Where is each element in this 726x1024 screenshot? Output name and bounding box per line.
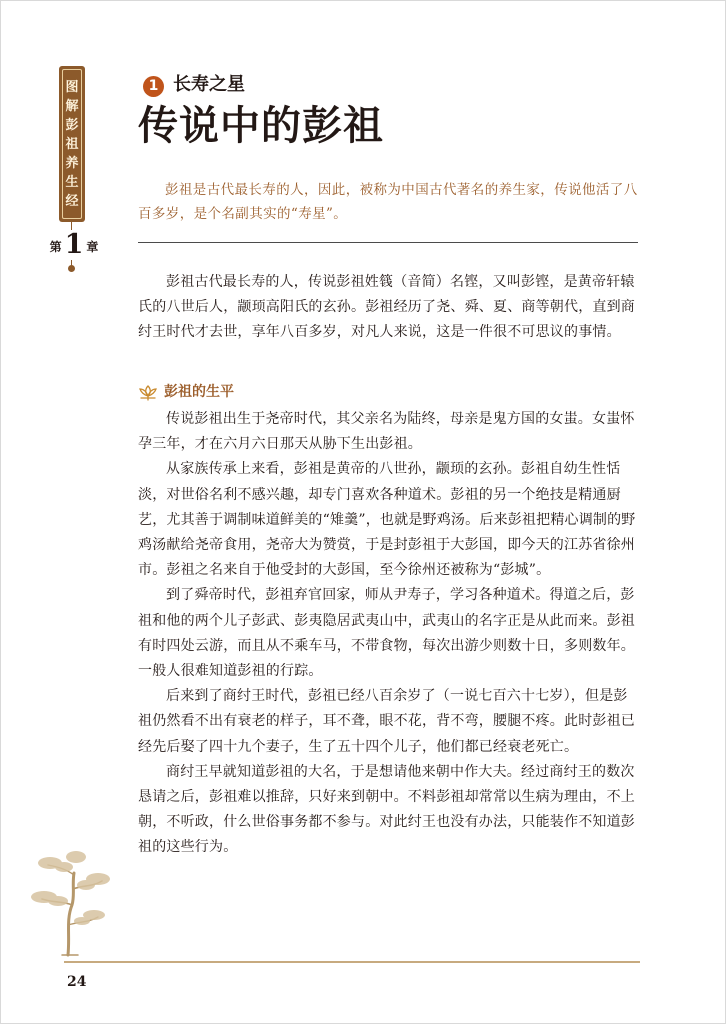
sidebar-dot xyxy=(68,265,75,272)
book-title-char: 养 xyxy=(65,155,79,171)
section-title: 彭祖的生平 xyxy=(164,384,234,400)
book-title-tab-inner xyxy=(62,69,82,219)
chapter-prefix: 第 xyxy=(49,240,62,254)
body-paragraph: 商纣王早就知道彭祖的大名，于是想请他来朝中作大夫。经过商纣王的数次恳请之后，彭祖难以推辞，只好来到朝中。不料彭祖却常常以生病为理由，不上朝，不听政，什么世俗事务都不参与。对此纣王也没有办法，只能装作不知道彭祖的这些行为。 xyxy=(138,763,635,856)
pine-tree-illustration xyxy=(28,845,110,961)
page-number: 24 xyxy=(67,974,87,990)
page-kicker: 长寿之星 xyxy=(173,74,245,95)
body-paragraph: 从家族传承上来看，彭祖是黄帝的八世孙，颛顼的玄孙。彭祖自幼生性恬淡，对世俗名利不感兴趣，却专门喜欢各种道术。彭祖的另一个绝技是精通厨艺，尤其善于调制味道鲜美的“雉羹”，也就是野鸡汤。后来彭祖把精心调制的野鸡汤献给尧帝食用，尧帝大为赞赏，于是封彭祖于大彭国，即今天的江苏省徐州市。彭祖之名来自于他受封的大彭国，至今徐州还被称为“彭城”。 xyxy=(138,461,636,579)
section-number-badge: 1 xyxy=(143,76,164,97)
body-paragraph: 到了舜帝时代，彭祖弃官回家，师从尹寿子，学习各种道术。得道之后，彭祖和他的两个儿子彭武、彭夷隐居武夷山中，武夷山的名字正是从此而来。彭祖有时四处云游，而且从不乘车马，不带食物，每次出游少则数十日，多则数年。一般人很难知道彭祖的行踪。 xyxy=(138,587,635,680)
book-title-char: 解 xyxy=(65,98,79,114)
book-title-char: 生 xyxy=(65,174,79,190)
book-title-char: 经 xyxy=(65,193,79,209)
intro-text xyxy=(138,270,638,346)
body-paragraph: 传说彭祖出生于尧帝时代，其父亲名为陆终，母亲是鬼方国的女蚩。女蚩怀孕三年，才在六月六日那天从胁下生出彭祖。 xyxy=(138,411,635,453)
book-title-tab xyxy=(59,66,85,222)
chapter-number: 1 xyxy=(64,229,84,260)
lead-divider xyxy=(138,242,638,243)
lead-summary: 彭祖是古代最长寿的人，因此，被称为中国古代著名的养生家，传说他活了八百多岁，是个名副其实的“寿星”。 xyxy=(138,182,638,222)
intro-paragraph: 彭祖古代最长寿的人，传说彭祖姓篯（音简）名铿，又叫彭铿，是黄帝轩辕氏的八世后人，颛顼高阳氏的玄孙。彭祖经历了尧、舜、夏、商等朝代，直到商纣王时代才去世，享年八百多岁，对凡人来说，这是一件很不可思议的事情。 xyxy=(138,274,635,341)
section-body xyxy=(138,407,638,861)
book-title-char: 图 xyxy=(65,79,79,95)
book-title-char: 祖 xyxy=(65,136,79,152)
section-heading xyxy=(138,380,234,404)
chapter-label xyxy=(34,228,114,258)
lotus-icon xyxy=(138,383,158,401)
body-paragraph: 后来到了商纣王时代，彭祖已经八百余岁了（一说七百六十七岁），但是彭祖仍然看不出有衰老的样子，耳不聋，眼不花，背不弯，腰腿不疼。此时彭祖已经先后娶了四十九个妻子，生了五十四个儿子，他们都已经衰老死亡。 xyxy=(138,688,635,755)
book-title-char: 彭 xyxy=(65,117,79,133)
page-title: 传说中的彭祖 xyxy=(138,102,384,149)
footer-rule xyxy=(64,961,640,963)
chapter-suffix: 章 xyxy=(86,240,99,254)
